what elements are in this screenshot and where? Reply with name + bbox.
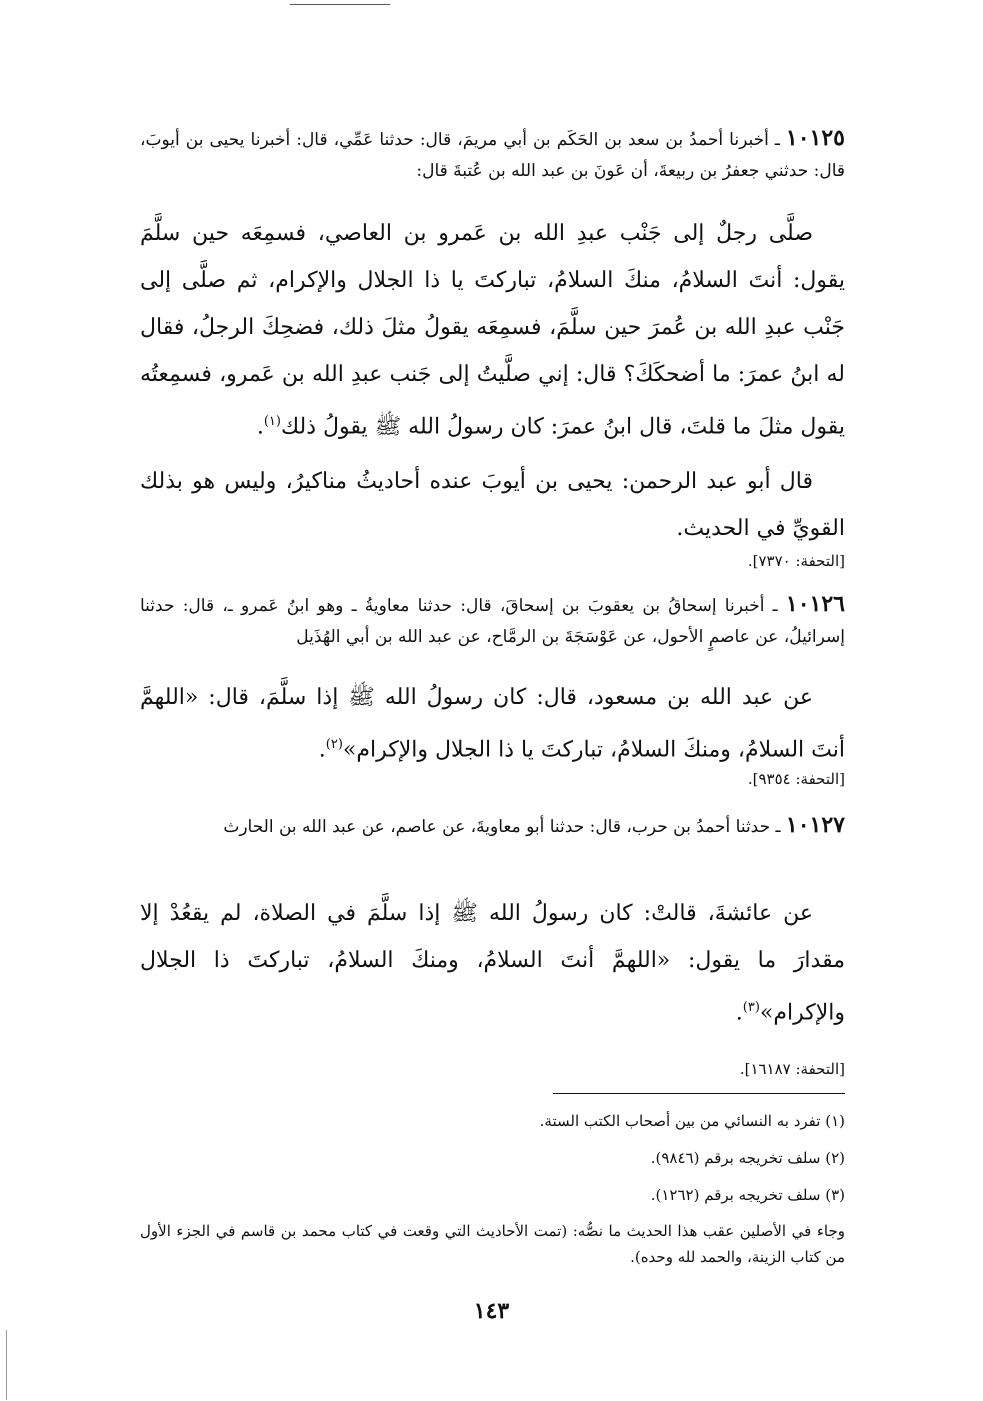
hadith-10126-text bbox=[140, 674, 845, 773]
footnote-separator bbox=[553, 1093, 845, 1094]
hadith-10127-text bbox=[140, 890, 845, 1036]
hadith-number: ١٠١٢٧ bbox=[785, 812, 845, 838]
page-number: ١٤٣ bbox=[473, 1298, 510, 1324]
hadith-10125-comment bbox=[140, 458, 845, 552]
margin-rule bbox=[6, 1330, 7, 1400]
text-end: . bbox=[735, 1000, 743, 1026]
footnote-marker: (٣) bbox=[742, 1000, 760, 1015]
hadith-10125-isnad bbox=[140, 123, 845, 187]
footnote-1: (١) تفرد به النسائي من بين أصحاب الكتب الستة. bbox=[539, 1112, 845, 1130]
tuhfa-reference: [التحفة: ٧٣٧٠]. bbox=[747, 552, 845, 570]
comment-text: قال أبو عبد الرحمن: يحيى بن أيوبَ عنده أحاديثُ مناكيرُ، وليس هو بذلك القويِّ في الحديث. bbox=[140, 469, 845, 541]
text-end: . bbox=[318, 737, 326, 763]
hadith-10127-isnad bbox=[140, 810, 845, 843]
isnad-text: ـ أخبرنا إسحاقُ بن يعقوبَ بن إسحاقَ، قال: حدثنا معاويةُ ـ وهو ابنُ عَمرو ـ، قال: حدثنا إسرائيلُ، عن عاصمٍ الأحول، عن عَوْسَجَةَ بن الرمَّاح، عن عبد الله بن أبي الهُذَيل bbox=[140, 596, 845, 647]
hadith-number: ١٠١٢٥ bbox=[785, 125, 845, 151]
tuhfa-reference: [التحفة: ١٦١٨٧]. bbox=[739, 1060, 845, 1078]
footnote-marker: (٢) bbox=[325, 737, 343, 752]
footnote-2: (٢) سلف تخريجه برقم (٩٨٤٦). bbox=[650, 1149, 845, 1167]
closing-note: وجاء في الأصلين عقب هذا الحديث ما نصُّه: (تمت الأحاديث التي وقعت في كتاب محمد بن قاسم في الجزء الأول من كتاب الزينة، والحمد لله وحده). bbox=[140, 1222, 845, 1266]
hadith-10125-text bbox=[140, 210, 845, 450]
tuhfa-reference: [التحفة: ٩٣٥٤]. bbox=[747, 770, 845, 788]
text-end: . bbox=[256, 414, 264, 440]
hadith-number: ١٠١٢٦ bbox=[785, 591, 845, 617]
footnote-3: (٣) سلف تخريجه برقم (١٢٦٢). bbox=[650, 1186, 845, 1204]
hadith-text: عن عبد الله بن مسعود، قال: كان رسولُ الله ﷺ إذا سلَّمَ، قال: «اللهمَّ أنتَ السلامُ، ومنكَ السلامُ، تباركتَ يا ذا الجلال والإكرام» bbox=[140, 685, 845, 763]
header-rule bbox=[290, 4, 390, 11]
footnote-marker: (١) bbox=[263, 414, 281, 429]
hadith-10126-isnad bbox=[140, 589, 845, 653]
isnad-text: ـ حدثنا أحمدُ بن حرب، قال: حدثنا أبو معاويةَ، عن عاصم، عن عبد الله بن الحارث bbox=[223, 817, 781, 837]
isnad-text: ـ أخبرنا أحمدُ بن سعد بن الحَكَم بن أبي مريمَ، قال: حدثنا عَمِّي، قال: أخبرنا يحيى بن أيوبَ، قال: حدثني جعفرُ بن ربيعةَ، أن عَونَ بن عبد الله بن عُتبةَ قال: bbox=[140, 130, 845, 181]
hadith-text: عن عائشةَ، قالتْ: كان رسولُ الله ﷺ إذا سلَّمَ في الصلاة، لم يقعُدْ إلا مقدارَ ما يقول: «اللهمَّ أنتَ السلامُ، ومنكَ السلامُ، تباركتَ ذا الجلال والإكرام» bbox=[140, 901, 845, 1026]
hadith-text: صلَّى رجلٌ إلى جَنْب عبدِ الله بن عَمرو بن العاصي، فسمِعَه حين سلَّمَ يقول: أنتَ السلامُ، منكَ السلامُ، تباركتَ يا ذا الجلال والإكرام، ثم صلَّى إلى جَنْب عبدِ الله بن عُمرَ حين سلَّمَ، فسمِعَه يقولُ مثلَ ذلك، فضحِكَ الرجلُ، فقال له ابنُ عمرَ: ما أضحكَكَ؟ قال: إني صلَّيتُ إلى جَنب عبدِ الله بن عَمرو، فسمِعتُه يقول مثلَ ما قلتَ، قال ابنُ عمرَ: كان رسولُ الله ﷺ يقولُ ذلك bbox=[140, 221, 845, 440]
